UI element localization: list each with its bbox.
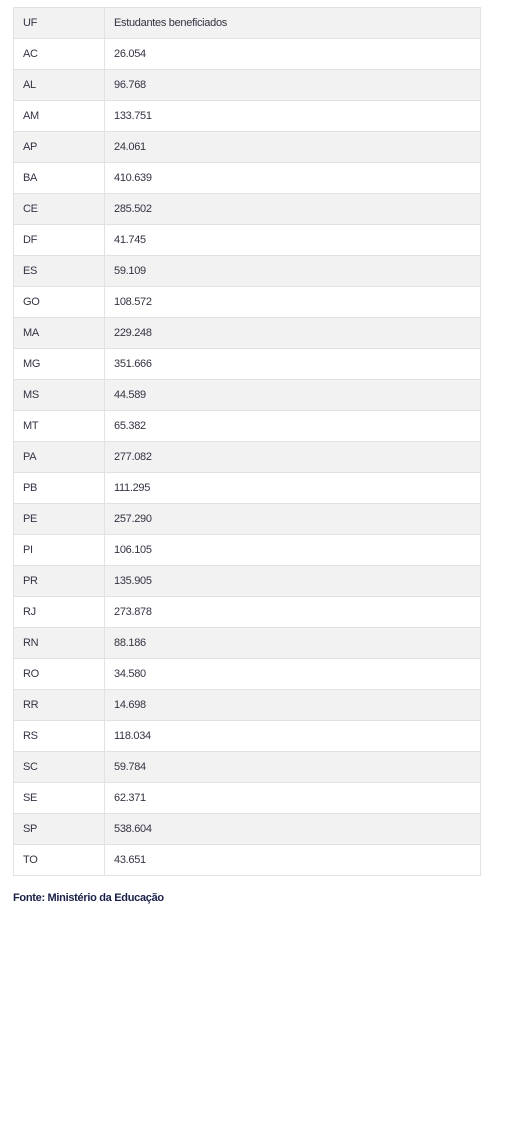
cell-students: 229.248: [105, 318, 481, 349]
source-note: Fonte: Ministério da Educação: [13, 892, 164, 904]
cell-students: 14.698: [105, 690, 481, 721]
table-row: [14, 256, 481, 287]
table-row: [14, 101, 481, 132]
cell-students: 257.290: [105, 504, 481, 535]
cell-students: 59.109: [105, 256, 481, 287]
students-by-state-table: [13, 7, 481, 876]
header-uf: UF: [14, 8, 105, 39]
table-row: [14, 597, 481, 628]
table-row: [14, 690, 481, 721]
cell-students: 43.651: [105, 845, 481, 876]
table-row: [14, 473, 481, 504]
cell-students: 277.082: [105, 442, 481, 473]
cell-uf: AC: [14, 39, 105, 70]
table-row: [14, 628, 481, 659]
table-row: [14, 783, 481, 814]
cell-uf: AM: [14, 101, 105, 132]
data-table-container: [13, 7, 480, 876]
cell-students: 135.905: [105, 566, 481, 597]
cell-students: 285.502: [105, 194, 481, 225]
table-row: [14, 225, 481, 256]
table-row: [14, 132, 481, 163]
table-row: [14, 535, 481, 566]
table-header-row: [14, 8, 481, 39]
cell-uf: MT: [14, 411, 105, 442]
cell-students: 538.604: [105, 814, 481, 845]
cell-students: 44.589: [105, 380, 481, 411]
table-row: [14, 442, 481, 473]
cell-uf: PI: [14, 535, 105, 566]
cell-students: 108.572: [105, 287, 481, 318]
table-row: [14, 380, 481, 411]
cell-students: 59.784: [105, 752, 481, 783]
cell-uf: SC: [14, 752, 105, 783]
cell-uf: GO: [14, 287, 105, 318]
cell-uf: PR: [14, 566, 105, 597]
cell-uf: RN: [14, 628, 105, 659]
cell-uf: AL: [14, 70, 105, 101]
table-row: [14, 721, 481, 752]
cell-students: 26.054: [105, 39, 481, 70]
cell-uf: AP: [14, 132, 105, 163]
cell-uf: MA: [14, 318, 105, 349]
cell-uf: BA: [14, 163, 105, 194]
table-row: [14, 566, 481, 597]
cell-students: 88.186: [105, 628, 481, 659]
cell-uf: TO: [14, 845, 105, 876]
cell-uf: SP: [14, 814, 105, 845]
table-row: [14, 318, 481, 349]
cell-uf: SE: [14, 783, 105, 814]
table-row: [14, 659, 481, 690]
table-row: [14, 411, 481, 442]
cell-uf: RO: [14, 659, 105, 690]
header-students: Estudantes beneficiados: [105, 8, 481, 39]
cell-students: 62.371: [105, 783, 481, 814]
cell-students: 111.295: [105, 473, 481, 504]
table-body: [14, 8, 481, 876]
table-row: [14, 752, 481, 783]
cell-uf: PA: [14, 442, 105, 473]
cell-students: 273.878: [105, 597, 481, 628]
table-row: [14, 845, 481, 876]
table-row: [14, 349, 481, 380]
cell-students: 96.768: [105, 70, 481, 101]
cell-students: 24.061: [105, 132, 481, 163]
cell-uf: RR: [14, 690, 105, 721]
cell-students: 118.034: [105, 721, 481, 752]
table-row: [14, 287, 481, 318]
table-row: [14, 70, 481, 101]
cell-uf: RJ: [14, 597, 105, 628]
cell-uf: RS: [14, 721, 105, 752]
cell-uf: ES: [14, 256, 105, 287]
cell-uf: PB: [14, 473, 105, 504]
cell-students: 65.382: [105, 411, 481, 442]
table-row: [14, 163, 481, 194]
cell-uf: MG: [14, 349, 105, 380]
cell-students: 351.666: [105, 349, 481, 380]
cell-uf: DF: [14, 225, 105, 256]
cell-students: 133.751: [105, 101, 481, 132]
cell-uf: CE: [14, 194, 105, 225]
cell-students: 34.580: [105, 659, 481, 690]
table-row: [14, 39, 481, 70]
cell-uf: MS: [14, 380, 105, 411]
cell-students: 410.639: [105, 163, 481, 194]
cell-students: 41.745: [105, 225, 481, 256]
table-row: [14, 814, 481, 845]
table-row: [14, 194, 481, 225]
cell-students: 106.105: [105, 535, 481, 566]
cell-uf: PE: [14, 504, 105, 535]
table-row: [14, 504, 481, 535]
